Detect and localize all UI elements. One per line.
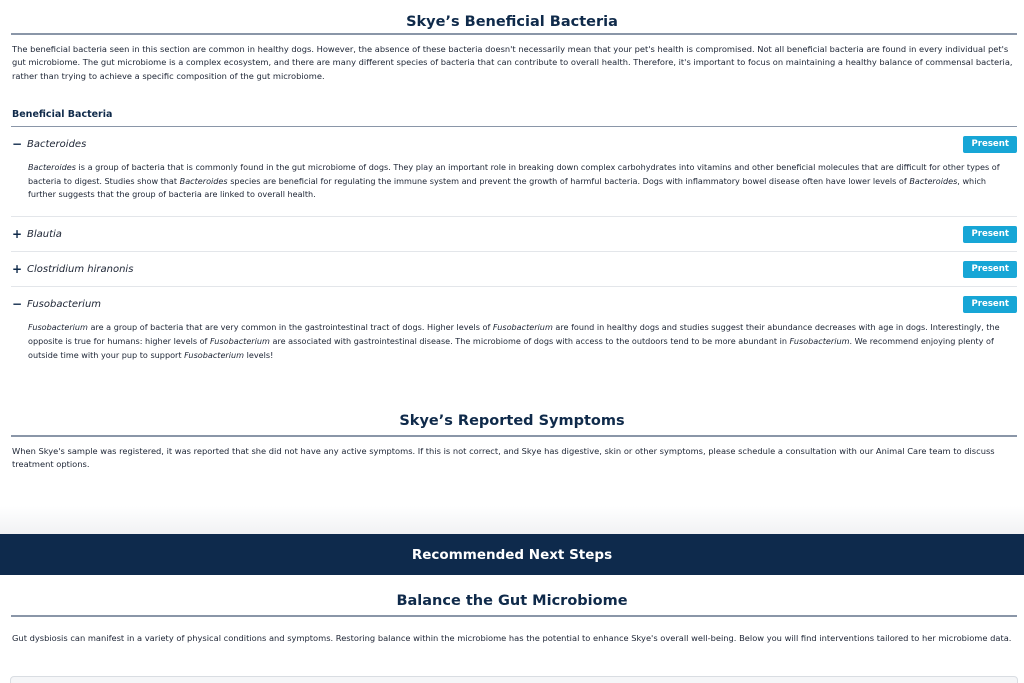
genus-name-italic: Fusobacterium: [28, 322, 88, 333]
bacteria-row-header[interactable]: [0, 252, 1024, 286]
genus-name-italic: Bacteroides: [28, 162, 76, 172]
description-text: are associated with gastrointestinal disease. The microbiome of dogs with access to the outdoors tend to be more abundant in: [269, 335, 790, 346]
next-steps-banner: [0, 534, 1024, 575]
bacteria-row-header[interactable]: [0, 217, 1024, 251]
collapse-icon[interactable]: −: [12, 297, 23, 312]
expand-icon[interactable]: +: [12, 262, 23, 277]
status-badge: Present: [963, 226, 1017, 243]
beneficial-subheading: Beneficial Bacteria: [12, 108, 113, 120]
description-text: levels!: [244, 349, 274, 360]
bacteria-name: Fusobacterium: [27, 298, 102, 310]
genus-name-italic: Fusobacterium: [184, 349, 245, 360]
section-separator: [0, 506, 1024, 534]
bacteria-item: [0, 127, 1024, 216]
status-badge: Present: [963, 296, 1017, 313]
beneficial-intro: The beneficial bacteria seen in this section are common in healthy dogs. However, the absence of these bacteria doesn't necessarily mean that your pet's health is compromised. Not all beneficial bacteria are found in every individual pet's gut microbiome. The gut microbiome is a complex ecosystem, and there are many different species of bacteria that can contribute to overall health. Therefore, it's important to focus on maintaining a healthy balance of commensal bacteria, rather than trying to achieve a specific composition of the gut microbiome.: [12, 43, 1013, 81]
description-text: are found in healthy dogs and studies suggest their abundance decreases with age in dogs. Interestingly, the opposite is true for humans: higher levels of: [28, 322, 1000, 346]
genus-name-italic: Fusobacterium: [492, 322, 553, 333]
bacteria-name: Bacteroides: [27, 138, 87, 150]
symptoms-divider: [11, 435, 1017, 437]
description-text: . We recommend enjoying plenty of outside time with your pup to support: [28, 335, 994, 360]
bacteria-name: Clostridium hiranonis: [27, 263, 134, 275]
balance-title: Balance the Gut Microbiome: [396, 593, 628, 609]
interventions-card: [10, 676, 1018, 683]
next-steps-banner-title: Recommended Next Steps: [411, 546, 613, 563]
description-text: , which further suggests that the group of bacteria are linked to overall health.: [28, 175, 987, 200]
description-text: are a group of bacteria that are very common in the gastrointestinal tract of dogs. Higher levels of: [87, 322, 493, 333]
genus-name-italic: Fusobacterium: [789, 335, 850, 346]
genus-name-italic: Bacteroides: [909, 175, 958, 186]
genus-name-italic: Fusobacterium: [209, 335, 270, 346]
genus-name-italic: Bacteroides: [179, 175, 228, 186]
status-badge: Present: [963, 261, 1017, 278]
symptoms-text: When Skye's sample was registered, it was reported that she did not have any active symptoms. If this is not correct, and Skye has digestive, skin or other symptoms, please schedule a consultation with our Animal Care team to discuss treatment options.: [12, 445, 995, 470]
expand-icon[interactable]: +: [12, 227, 23, 242]
symptoms-title: Skye’s Reported Symptoms: [399, 413, 625, 429]
balance-divider: [11, 615, 1017, 617]
description-text: species are beneficial for regulating the immune system and prevent the growth of harmful bacteria. Dogs with inflammatory bowel disease often have lower levels of: [227, 175, 910, 186]
bacteria-item: [0, 252, 1024, 286]
bacteria-row-header[interactable]: [0, 127, 1024, 161]
bacteria-description: [0, 161, 1024, 216]
status-badge: Present: [963, 136, 1017, 153]
symptoms-section: [0, 413, 1024, 472]
bacteria-list: [0, 127, 1024, 362]
bacteria-item: [0, 287, 1024, 362]
description-text: is a group of bacteria that is commonly found in the gut microbiome of dogs. They play an important role in breaking down complex carbohydrates into vitamins and other beneficial molecules that are difficult for other types of bacteria to digest. Studies show that: [28, 162, 1000, 186]
bacteria-row-header[interactable]: [0, 287, 1024, 321]
bacteria-name: Blautia: [27, 228, 62, 240]
balance-section: [0, 593, 1024, 645]
beneficial-title: Skye’s Beneficial Bacteria: [406, 14, 618, 30]
collapse-icon[interactable]: −: [12, 137, 23, 151]
bacteria-item: [0, 217, 1024, 251]
bacteria-description: [0, 321, 1024, 362]
balance-text: Gut dysbiosis can manifest in a variety of physical conditions and symptoms. Restoring balance within the microbiome has the potential to enhance Skye's overall well-being. Below you will find interventions tailored to her microbiome data.: [12, 632, 1012, 643]
title-divider: [11, 33, 1017, 35]
